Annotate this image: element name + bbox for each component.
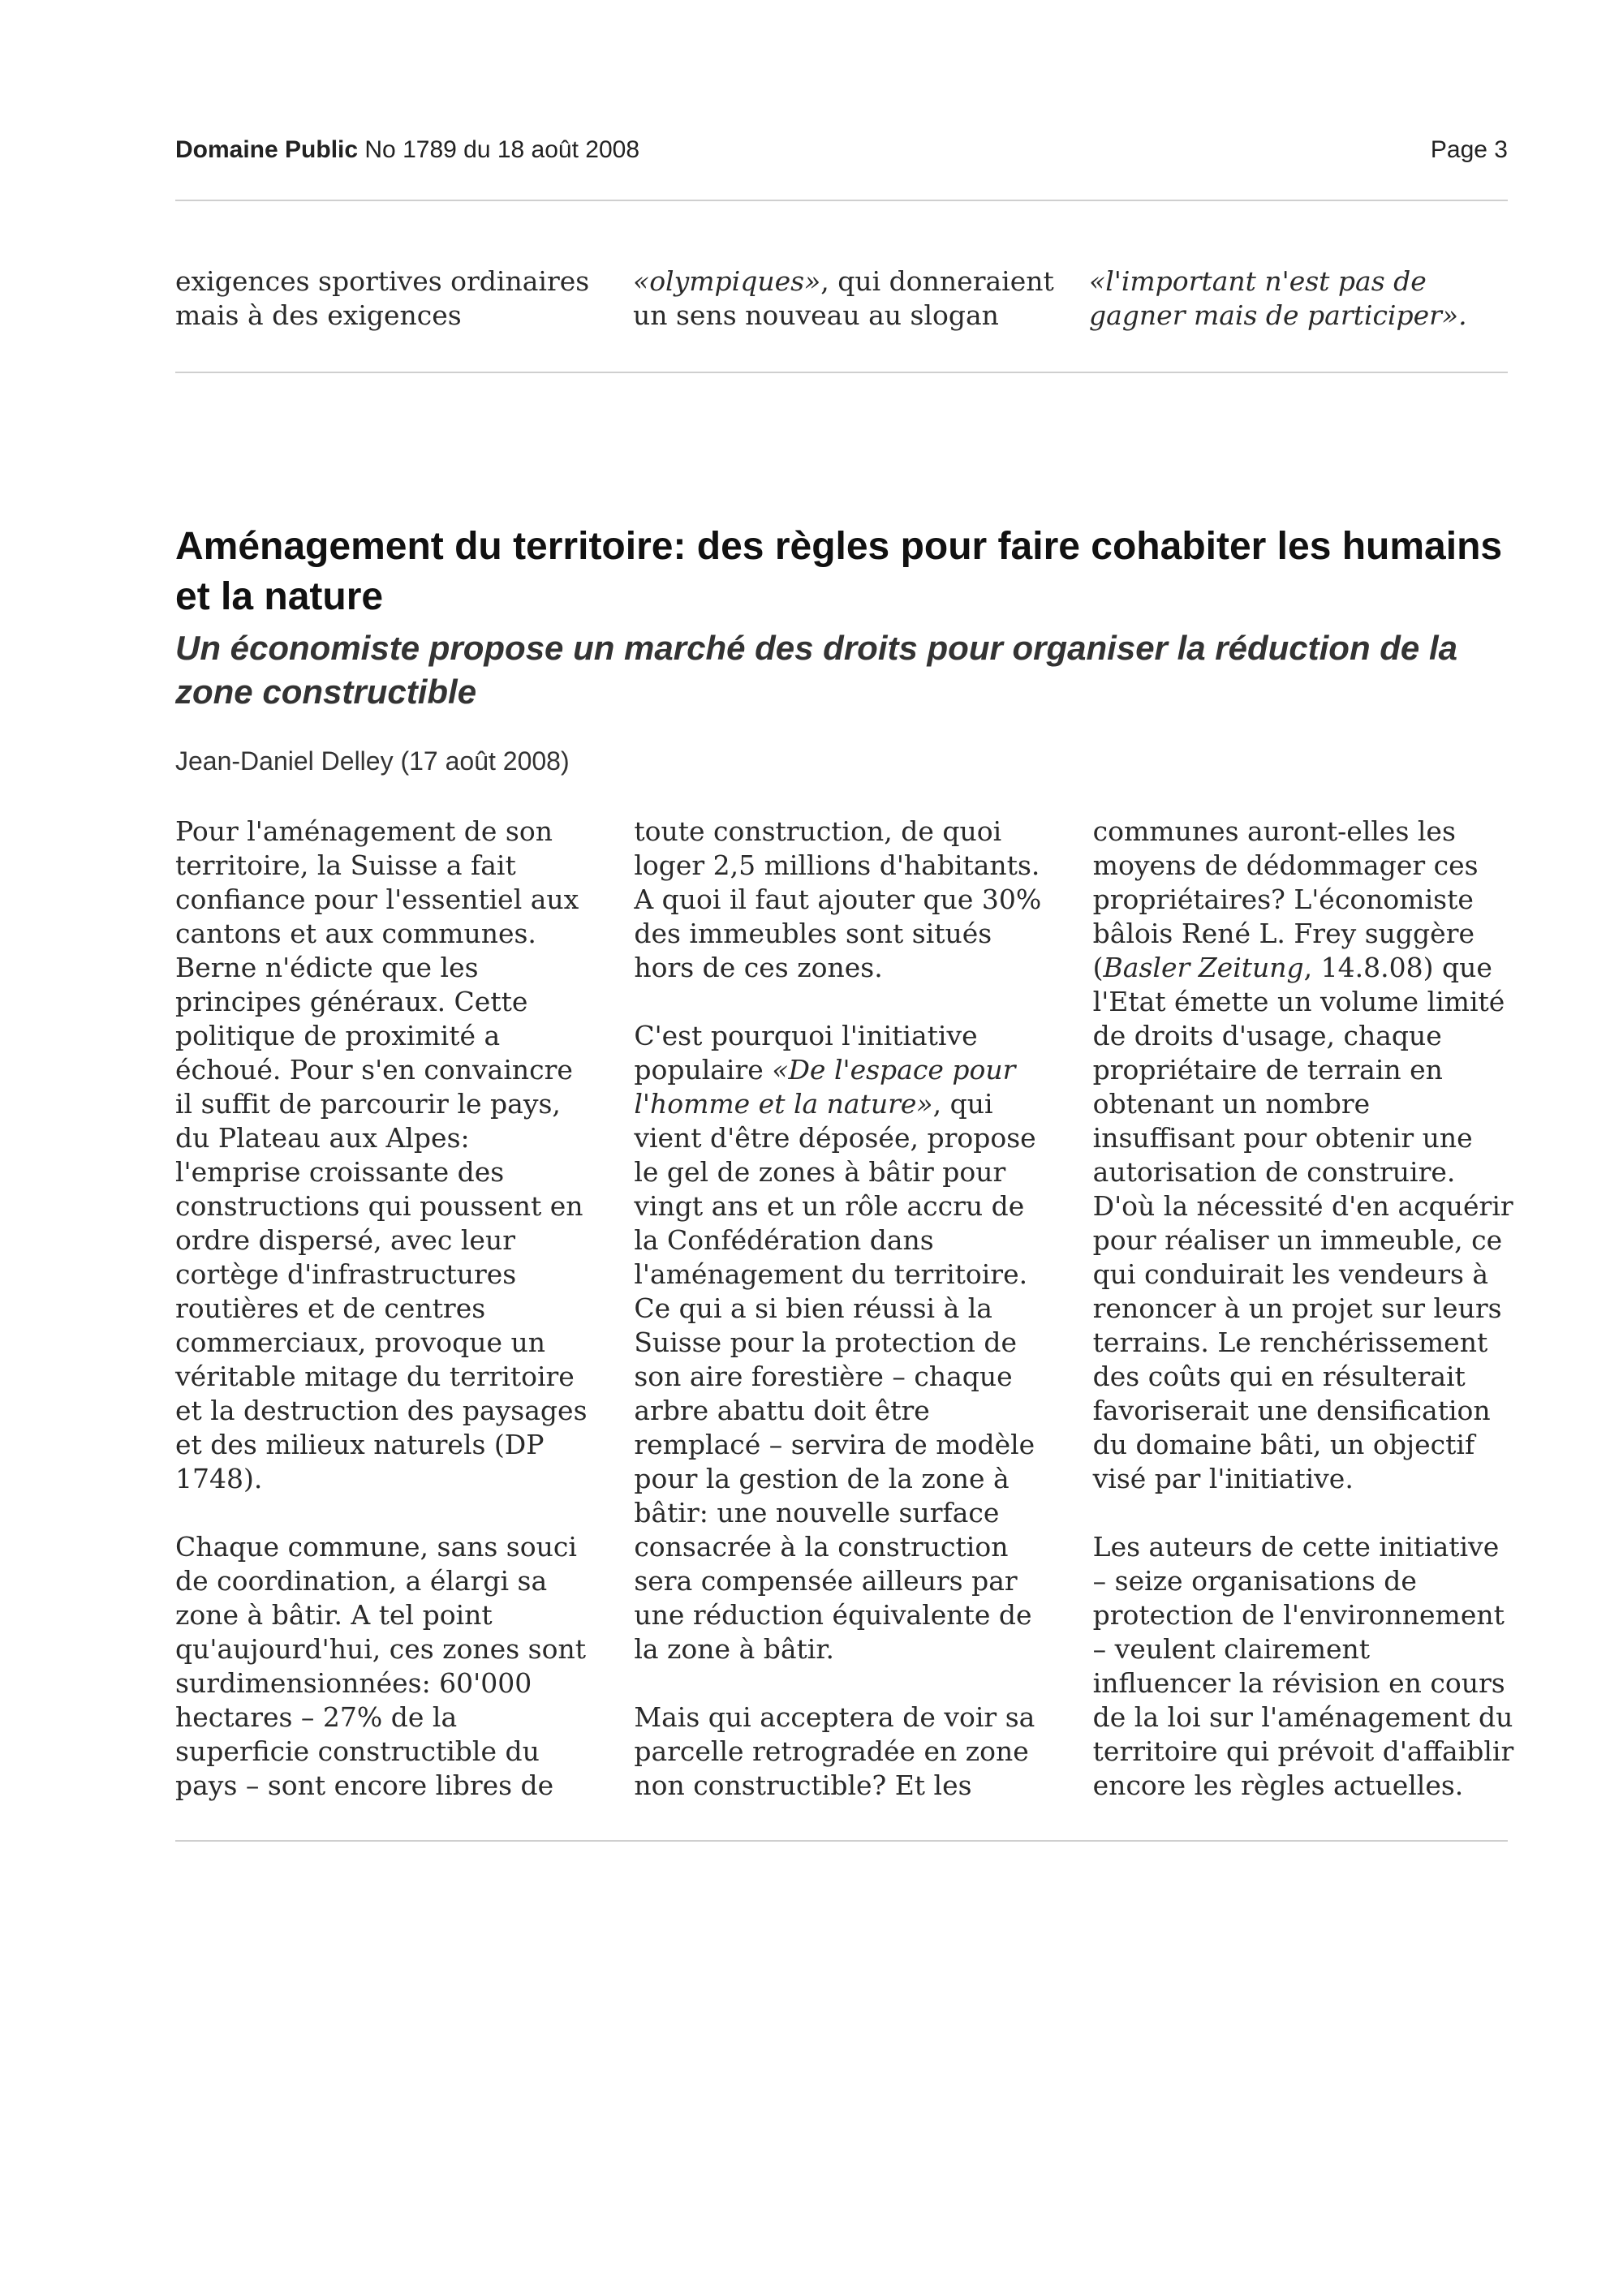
article-body — [175, 815, 1514, 1821]
article-byline: Jean-Daniel Delley (17 août 2008) — [175, 746, 570, 776]
previous-article-slogan: «l'important n'est pas de gagner mais de participer». — [1089, 265, 1467, 331]
article-paragraph — [634, 1019, 1055, 1666]
publication-name: Domaine Public — [175, 136, 359, 163]
previous-article-quote: «olympiques» — [633, 265, 821, 297]
article-subtitle: Un économiste propose un marché des droits pour organiser la réduction de la zone constructible — [175, 629, 1457, 711]
page-number: Page 3 — [1430, 136, 1508, 163]
paragraph-text: , 14.8.08) que l'Etat émette un volume limité de droits d'usage, chaque propriétaire de terrain en obtenant un nombre insuffisant pour obtenir une autorisation de construire. D'où la nécessité d'en acquérir pour réaliser un immeuble, ce qui conduirait les vendeurs à renoncer à un projet sur leurs terrains. Le renchérissement des coûts qui en résulterait favoriserait une densification du domaine bâti, un objectif visé par l'initiative. — [1092, 952, 1513, 1494]
paragraph-text: , qui vient d'être déposée, propose le gel de zones à bâtir pour vingt ans et un rôle accru de la Confédération dans l'aménagement du territoire. Ce qui a si bien réussi à la Suisse pour la protection de son aire forestière – chaque arbre abattu doit être remplacé – servira de modèle pour la gestion de la zone à bâtir: une nouvelle surface consacrée à la construction sera compensée ailleurs par une réduction équivalente de la zone à bâtir. — [634, 1088, 1036, 1665]
previous-article-text: , qui donneraient un sens nouveau au slogan — [633, 265, 1054, 331]
previous-article-col-1 — [175, 264, 597, 333]
article-paragraph: Chaque commune, sans souci de coordination, a élargi sa zone à bâtir. A tel point qu'aujourd'hui, ces zones sont surdimensionnées: 60'000 hectares – 27% de la superficie constructible du pays – sont encore libres de toute construction, de quoi loger 2,5 millions d'habitants. A quoi il faut ajouter que 30% des immeubles sont situés hors de ces zones. — [175, 815, 1042, 1801]
page-header — [175, 136, 1508, 169]
previous-article-col-3 — [1089, 264, 1511, 333]
article-title: Aménagement du territoire: des règles pour faire cohabiter les humains et la nature — [175, 525, 1503, 618]
previous-article-text: exigences sportives ordinaires mais à des exigences — [175, 265, 590, 331]
article-divider — [175, 372, 1508, 373]
paragraph-text: Mais qui acceptera de voir sa parcelle retrogradée en zone non constructible? Et les communes auront-elles les moyens de dédommager ces propriétaires? L'économiste bâlois René L. Frey suggère ( — [634, 815, 1479, 1801]
footer-divider — [175, 1840, 1508, 1842]
paragraph-text: C'est pourquoi l'initiative populaire — [634, 1020, 978, 1086]
issue-info: No 1789 du 18 août 2008 — [364, 136, 640, 163]
article-paragraph: Pour l'aménagement de son territoire, la Suisse a fait confiance pour l'essentiel aux cantons et aux communes. Berne n'édicte que les principes généraux. Cette politique de proximité a échoué. Pour s'en convaincre il suffit de parcourir le pays, du Plateau aux Alpes: l'emprise croissante des constructions qui poussent en ordre dispersé, avec leur cortège d'infrastructures routières et de centres commerciaux, provoque un véritable mitage du territoire et la destruction des paysages et des milieux naturels (DP 1748). — [175, 815, 588, 1494]
newspaper-name: Basler Zeitung — [1103, 952, 1304, 983]
previous-article-col-2 — [633, 264, 1055, 333]
initiative-name: «De l'espace pour l'homme et la nature» — [634, 1054, 1016, 1120]
article-paragraph: Les auteurs de cette initiative – seize organisations de protection de l'environnement – veulent clairement influencer la révision en cours de la loi sur l'aménagement du territoire qui prévoit d'affaiblir encore les règles actuelles. — [1092, 1531, 1514, 1801]
header-divider — [175, 200, 1508, 201]
